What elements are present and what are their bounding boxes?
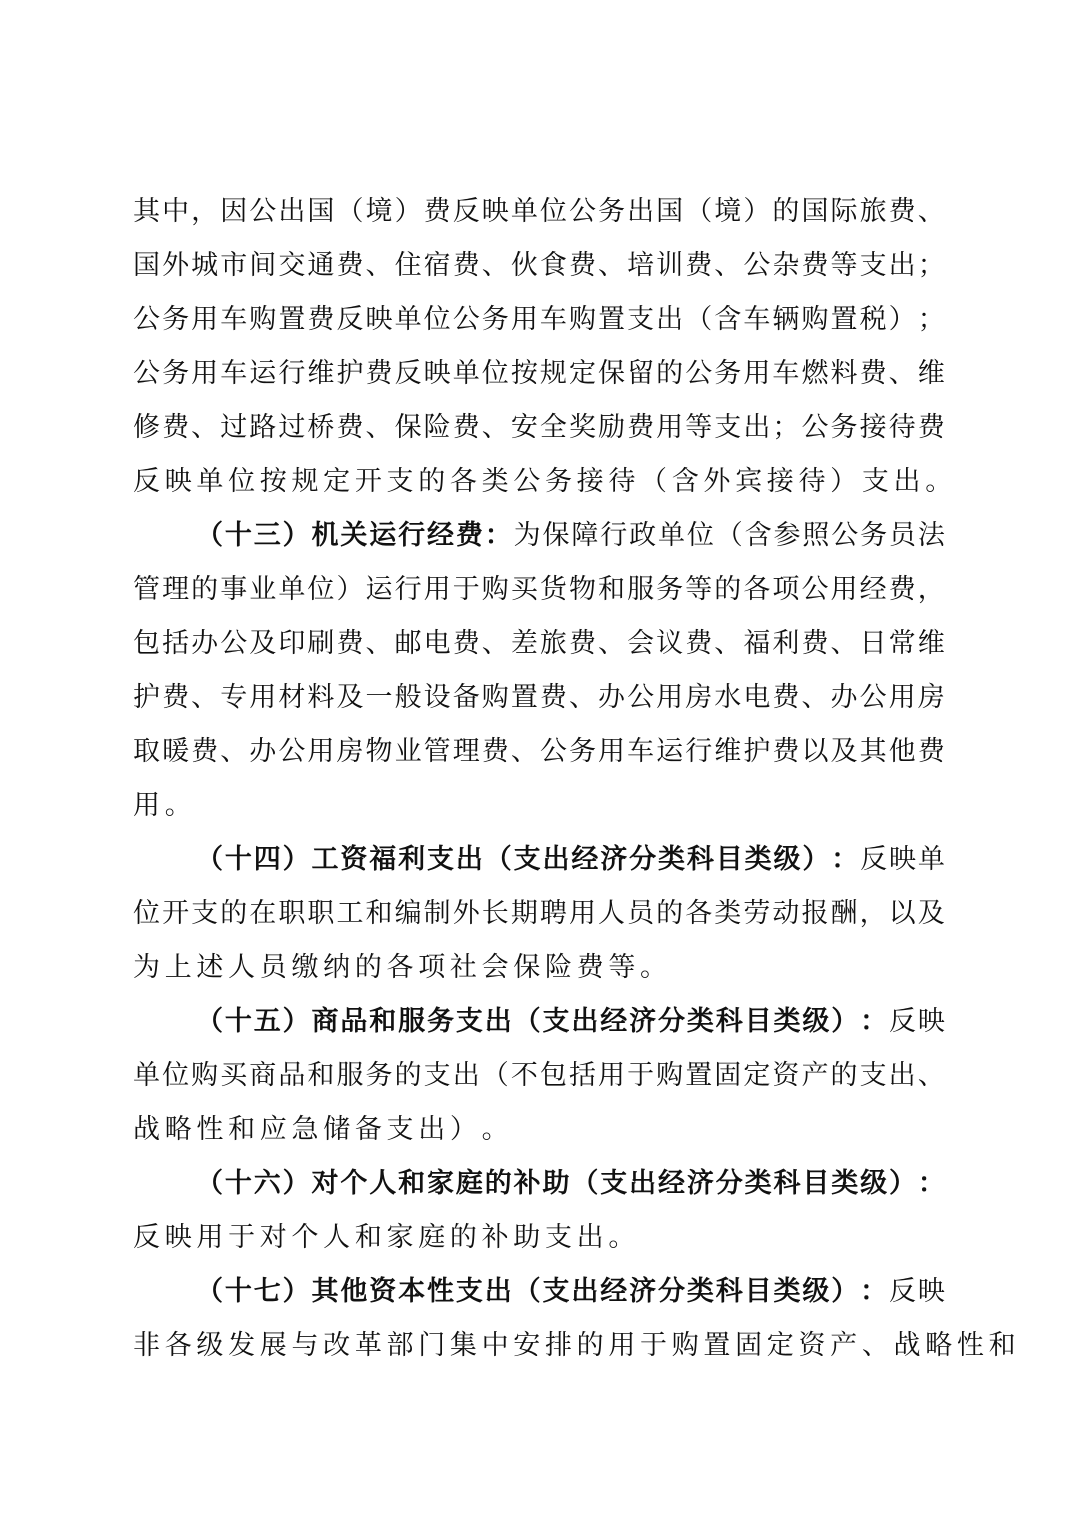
document-body xyxy=(133,185,1016,1373)
paragraph-p-continued xyxy=(133,185,953,509)
text-line: 用 。 xyxy=(133,790,192,821)
paragraph-p-15 xyxy=(133,995,945,1157)
paragraph-p-13 xyxy=(133,509,945,833)
text-line: 战 略 性 和 应 急 储 备 支 出 ） 。 xyxy=(133,1114,509,1145)
text-line: 管 理 的 事 业 单 位 ） 运 行 用 于 购 买 货 物 和 服 务 等 的 各 项 公 用 经 费 ， xyxy=(133,574,945,605)
text-line: （ 十 三 ） 机 关 运 行 经 费 ： 为 保 障 行 政 单 位 （ 含 参 照 公 务 员 法 xyxy=(196,520,945,551)
text-line: 非 各 级 发 展 与 改 革 部 门 集 中 安 排 的 用 于 购 置 固 定 资 产 、 战 略 性 和 xyxy=(133,1330,1016,1361)
text-line: 其 中 ， 因 公 出 国 （ 境 ） 费 反 映 单 位 公 务 出 国 （ 境 ） 的 国 际 旅 费 、 xyxy=(133,196,945,227)
text-line: （ 十 四 ） 工 资 福 利 支 出 （ 支 出 经 济 分 类 科 目 类 级 ） ： 反 映 单 xyxy=(196,844,945,875)
text-line: 位 开 支 的 在 职 职 工 和 编 制 外 长 期 聘 用 人 员 的 各 类 劳 动 报 酬 ， 以 及 xyxy=(133,898,945,929)
text-line: 单 位 购 买 商 品 和 服 务 的 支 出 （ 不 包 括 用 于 购 置 固 定 资 产 的 支 出 、 xyxy=(133,1060,945,1091)
text-line: 公 务 用 车 购 置 费 反 映 单 位 公 务 用 车 购 置 支 出 （ 含 车 辆 购 置 税 ） ； xyxy=(133,304,945,335)
text-line: 反 映 用 于 对 个 人 和 家 庭 的 补 助 支 出 。 xyxy=(133,1222,636,1253)
text-line: 为 上 述 人 员 缴 纳 的 各 项 社 会 保 险 费 等 。 xyxy=(133,952,667,983)
text-line: （ 十 七 ） 其 他 资 本 性 支 出 （ 支 出 经 济 分 类 科 目 类 级 ） ： 反 映 xyxy=(196,1276,945,1307)
paragraph-p-17 xyxy=(133,1265,1016,1373)
text-line: （ 十 五 ） 商 品 和 服 务 支 出 （ 支 出 经 济 分 类 科 目 类 级 ） ： 反 映 xyxy=(196,1006,945,1037)
text-line: 护 费 、 专 用 材 料 及 一 般 设 备 购 置 费 、 办 公 用 房 水 电 费 、 办 公 用 房 xyxy=(133,682,945,713)
text-line: 公 务 用 车 运 行 维 护 费 反 映 单 位 按 规 定 保 留 的 公 务 用 车 燃 料 费 、 维 xyxy=(133,358,945,389)
text-line: 修 费 、 过 路 过 桥 费 、 保 险 费 、 安 全 奖 励 费 用 等 支 出 ； 公 务 接 待 费 xyxy=(133,412,945,443)
text-line: （ 十 六 ） 对 个 人 和 家 庭 的 补 助 （ 支 出 经 济 分 类 科 目 类 级 ） ： xyxy=(196,1168,945,1199)
text-line: 取 暖 费 、 办 公 用 房 物 业 管 理 费 、 公 务 用 车 运 行 维 护 费 以 及 其 他 费 xyxy=(133,736,945,767)
paragraph-p-16 xyxy=(133,1157,945,1265)
text-line: 包 括 办 公 及 印 刷 费 、 邮 电 费 、 差 旅 费 、 会 议 费 、 福 利 费 、 日 常 维 xyxy=(133,628,945,659)
paragraph-p-14 xyxy=(133,833,945,995)
text-line: 国 外 城 市 间 交 通 费 、 住 宿 费 、 伙 食 费 、 培 训 费 、 公 杂 费 等 支 出 ； xyxy=(133,250,945,281)
text-line: 反 映 单 位 按 规 定 开 支 的 各 类 公 务 接 待 （ 含 外 宾 接 待 ） 支 出 。 xyxy=(133,466,953,497)
